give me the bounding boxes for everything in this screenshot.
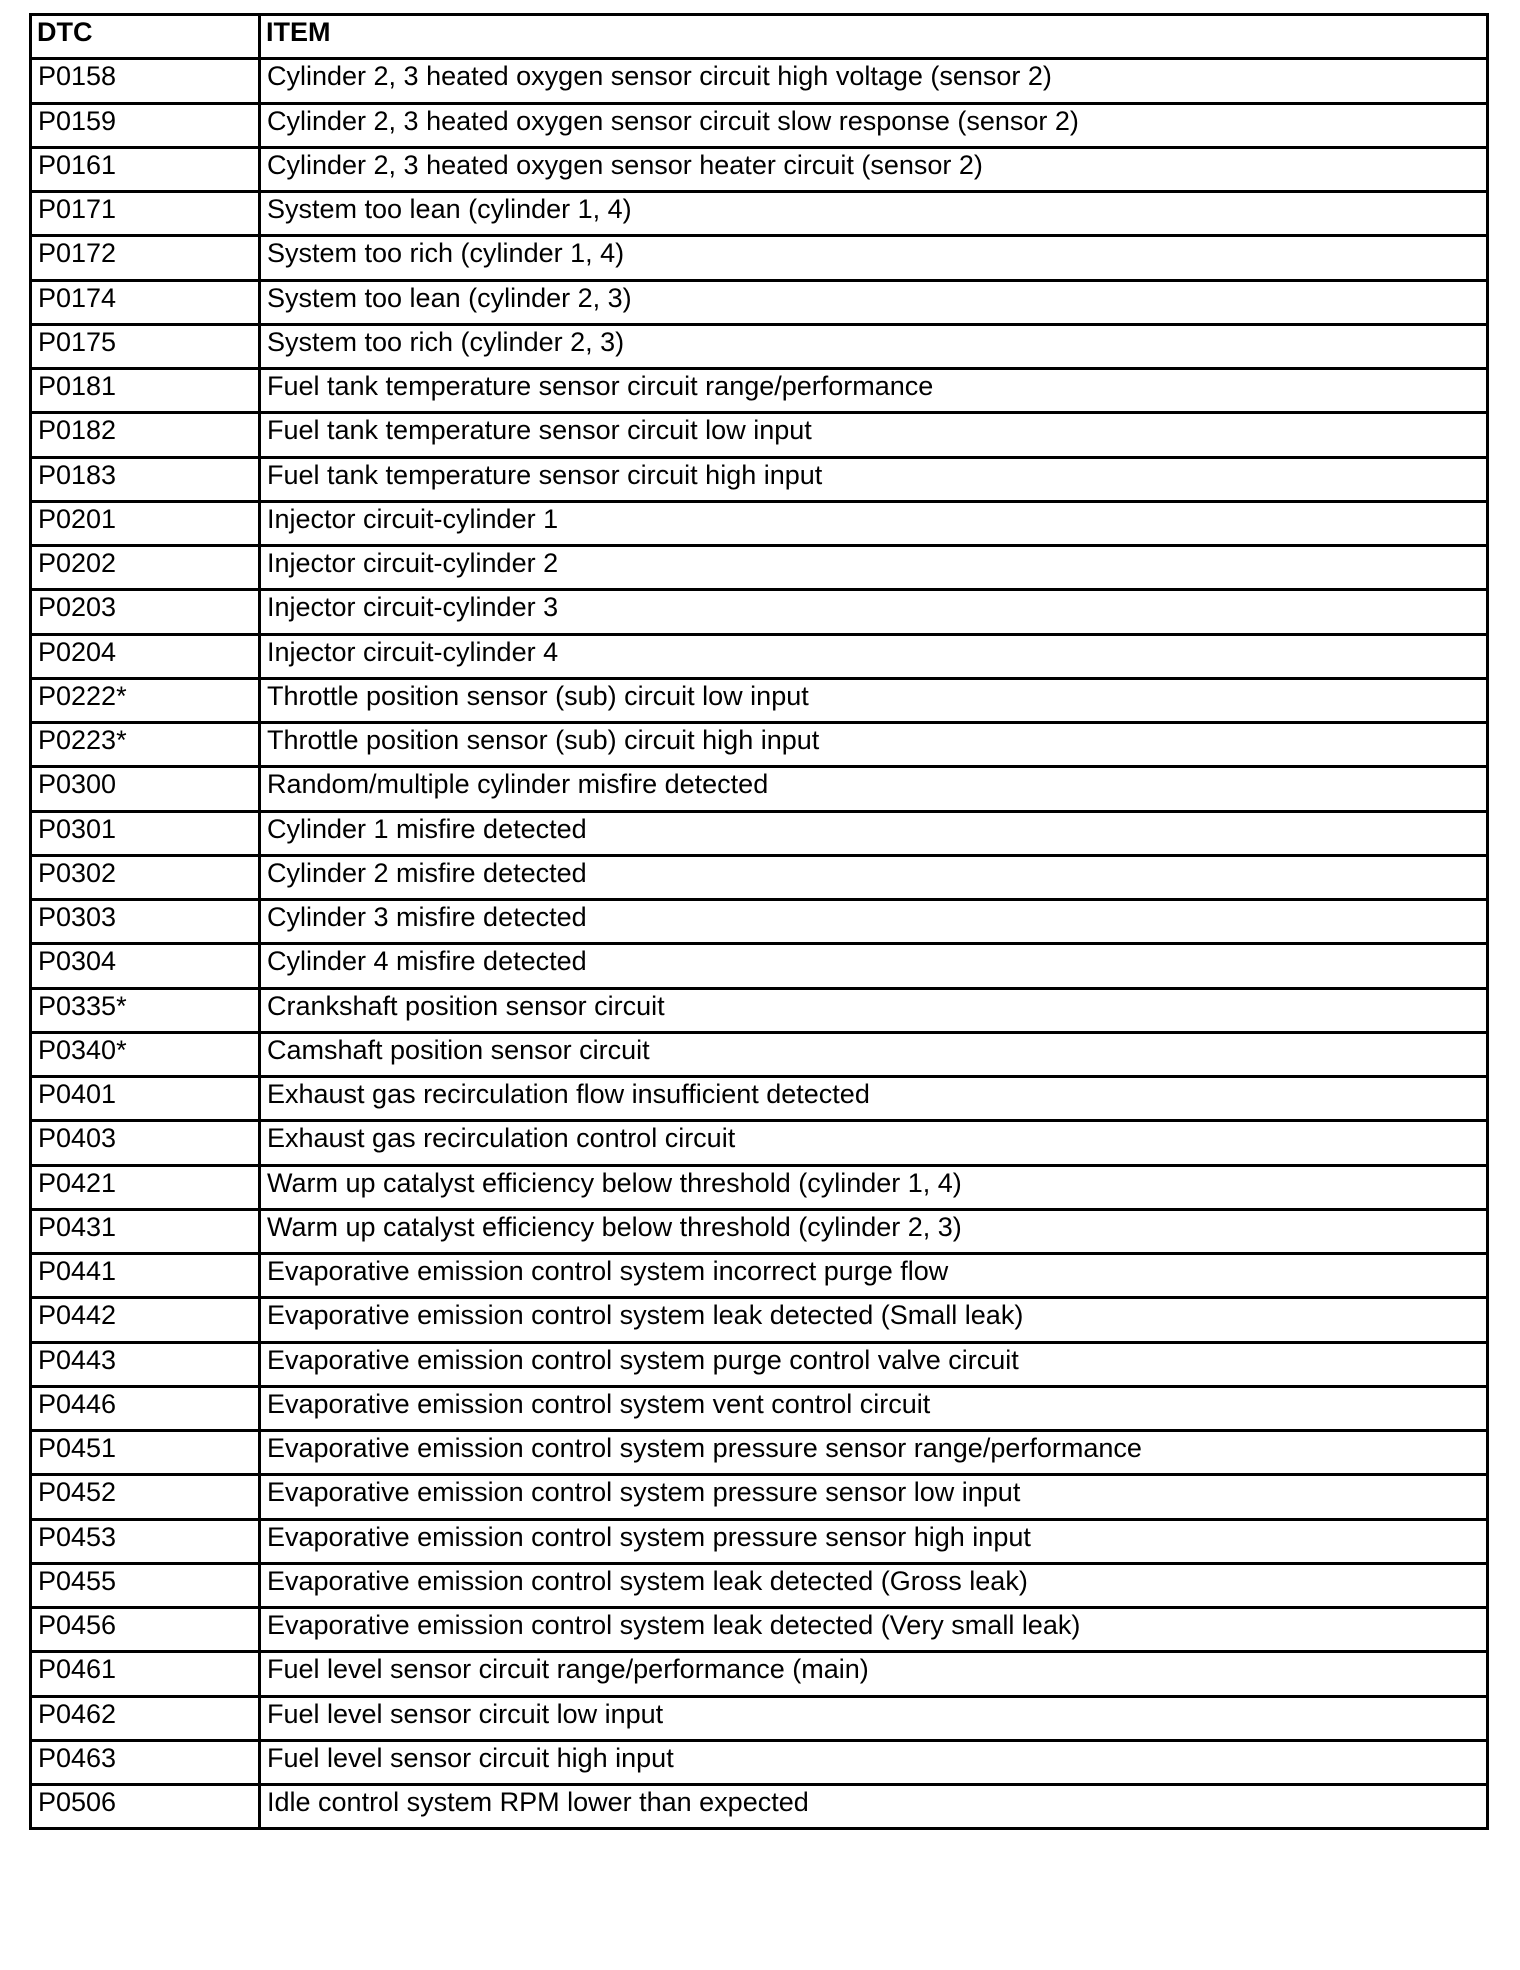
dtc-code-cell: P0182: [31, 413, 260, 457]
dtc-item-cell: Cylinder 2 misfire detected: [260, 855, 1488, 899]
dtc-item-cell: Fuel level sensor circuit range/performance (main): [260, 1652, 1488, 1696]
table-row: [31, 546, 1488, 590]
dtc-item-cell: Evaporative emission control system leak detected (Gross leak): [260, 1563, 1488, 1607]
dtc-code-cell: P0446: [31, 1386, 260, 1430]
table-header: [31, 15, 1488, 59]
dtc-code-cell: P0506: [31, 1785, 260, 1829]
dtc-code-cell: P0302: [31, 855, 260, 899]
dtc-code-cell: P0204: [31, 634, 260, 678]
table-row: [31, 1785, 1488, 1829]
header-row: [31, 15, 1488, 59]
table-row: [31, 944, 1488, 988]
dtc-code-cell: P0461: [31, 1652, 260, 1696]
table-row: [31, 369, 1488, 413]
dtc-code-cell: P0462: [31, 1696, 260, 1740]
dtc-item-cell: System too rich (cylinder 2, 3): [260, 324, 1488, 368]
dtc-code-cell: P0401: [31, 1077, 260, 1121]
table-row: [31, 236, 1488, 280]
dtc-item-cell: Camshaft position sensor circuit: [260, 1032, 1488, 1076]
table-body: [31, 59, 1488, 1829]
dtc-code-cell: P0421: [31, 1165, 260, 1209]
dtc-item-cell: Injector circuit-cylinder 2: [260, 546, 1488, 590]
dtc-code-cell: P0223*: [31, 723, 260, 767]
dtc-item-cell: Random/multiple cylinder misfire detected: [260, 767, 1488, 811]
dtc-code-cell: P0431: [31, 1209, 260, 1253]
dtc-item-cell: Exhaust gas recirculation control circuit: [260, 1121, 1488, 1165]
dtc-code-cell: P0222*: [31, 678, 260, 722]
dtc-code-cell: P0442: [31, 1298, 260, 1342]
dtc-item-cell: Cylinder 1 misfire detected: [260, 811, 1488, 855]
table-row: [31, 1740, 1488, 1784]
dtc-code-cell: P0183: [31, 457, 260, 501]
table-row: [31, 1386, 1488, 1430]
table-row: [31, 634, 1488, 678]
dtc-item-cell: Evaporative emission control system leak detected (Small leak): [260, 1298, 1488, 1342]
table-row: [31, 1209, 1488, 1253]
dtc-item-cell: Exhaust gas recirculation flow insufficient detected: [260, 1077, 1488, 1121]
dtc-item-cell: Fuel tank temperature sensor circuit low input: [260, 413, 1488, 457]
dtc-item-cell: Throttle position sensor (sub) circuit high input: [260, 723, 1488, 767]
dtc-code-cell: P0181: [31, 369, 260, 413]
dtc-item-cell: Evaporative emission control system incorrect purge flow: [260, 1254, 1488, 1298]
dtc-item-cell: Evaporative emission control system purge control valve circuit: [260, 1342, 1488, 1386]
table-row: [31, 1298, 1488, 1342]
table-row: [31, 192, 1488, 236]
dtc-item-cell: Evaporative emission control system vent control circuit: [260, 1386, 1488, 1430]
dtc-item-cell: Evaporative emission control system leak detected (Very small leak): [260, 1608, 1488, 1652]
table-row: [31, 723, 1488, 767]
dtc-item-cell: Evaporative emission control system pressure sensor range/performance: [260, 1431, 1488, 1475]
dtc-code-cell: P0441: [31, 1254, 260, 1298]
dtc-code-cell: P0301: [31, 811, 260, 855]
dtc-code-cell: P0403: [31, 1121, 260, 1165]
table-row: [31, 1165, 1488, 1209]
table-row: [31, 1431, 1488, 1475]
table-row: [31, 457, 1488, 501]
dtc-item-cell: Evaporative emission control system pressure sensor low input: [260, 1475, 1488, 1519]
table-row: [31, 767, 1488, 811]
table-row: [31, 103, 1488, 147]
dtc-item-cell: System too rich (cylinder 1, 4): [260, 236, 1488, 280]
dtc-item-cell: Cylinder 4 misfire detected: [260, 944, 1488, 988]
dtc-code-cell: P0452: [31, 1475, 260, 1519]
dtc-item-cell: Fuel level sensor circuit low input: [260, 1696, 1488, 1740]
header-dtc: DTC: [31, 15, 260, 59]
dtc-code-cell: P0175: [31, 324, 260, 368]
table-row: [31, 147, 1488, 191]
dtc-item-cell: Warm up catalyst efficiency below threshold (cylinder 1, 4): [260, 1165, 1488, 1209]
dtc-code-cell: P0201: [31, 501, 260, 545]
dtc-code-cell: P0453: [31, 1519, 260, 1563]
table-row: [31, 1475, 1488, 1519]
dtc-code-cell: P0335*: [31, 988, 260, 1032]
dtc-item-cell: Crankshaft position sensor circuit: [260, 988, 1488, 1032]
dtc-item-cell: Cylinder 3 misfire detected: [260, 900, 1488, 944]
header-item: ITEM: [260, 15, 1488, 59]
dtc-code-cell: P0158: [31, 59, 260, 103]
dtc-code-cell: P0456: [31, 1608, 260, 1652]
table-row: [31, 1608, 1488, 1652]
table-row: [31, 1121, 1488, 1165]
table-row: [31, 1254, 1488, 1298]
dtc-item-cell: Throttle position sensor (sub) circuit low input: [260, 678, 1488, 722]
table-row: [31, 678, 1488, 722]
table-row: [31, 855, 1488, 899]
table-row: [31, 413, 1488, 457]
dtc-code-cell: P0451: [31, 1431, 260, 1475]
table-row: [31, 324, 1488, 368]
table-row: [31, 1519, 1488, 1563]
dtc-item-cell: Warm up catalyst efficiency below threshold (cylinder 2, 3): [260, 1209, 1488, 1253]
dtc-item-cell: Cylinder 2, 3 heated oxygen sensor heater circuit (sensor 2): [260, 147, 1488, 191]
dtc-code-cell: P0443: [31, 1342, 260, 1386]
dtc-item-cell: Injector circuit-cylinder 1: [260, 501, 1488, 545]
dtc-code-cell: P0171: [31, 192, 260, 236]
table-row: [31, 501, 1488, 545]
dtc-item-cell: System too lean (cylinder 1, 4): [260, 192, 1488, 236]
table-row: [31, 280, 1488, 324]
table-row: [31, 59, 1488, 103]
dtc-item-cell: Fuel level sensor circuit high input: [260, 1740, 1488, 1784]
table-row: [31, 1652, 1488, 1696]
dtc-code-cell: P0202: [31, 546, 260, 590]
dtc-code-cell: P0463: [31, 1740, 260, 1784]
dtc-code-cell: P0300: [31, 767, 260, 811]
table-row: [31, 1342, 1488, 1386]
dtc-code-cell: P0340*: [31, 1032, 260, 1076]
dtc-item-cell: Cylinder 2, 3 heated oxygen sensor circuit slow response (sensor 2): [260, 103, 1488, 147]
table-row: [31, 1032, 1488, 1076]
dtc-item-cell: Idle control system RPM lower than expected: [260, 1785, 1488, 1829]
dtc-code-cell: P0455: [31, 1563, 260, 1607]
dtc-item-cell: Evaporative emission control system pressure sensor high input: [260, 1519, 1488, 1563]
dtc-code-cell: P0172: [31, 236, 260, 280]
dtc-item-cell: Fuel tank temperature sensor circuit range/performance: [260, 369, 1488, 413]
dtc-code-cell: P0303: [31, 900, 260, 944]
dtc-code-cell: P0161: [31, 147, 260, 191]
dtc-item-cell: Cylinder 2, 3 heated oxygen sensor circuit high voltage (sensor 2): [260, 59, 1488, 103]
dtc-table: [29, 13, 1489, 1830]
table-row: [31, 811, 1488, 855]
dtc-item-cell: Injector circuit-cylinder 4: [260, 634, 1488, 678]
table-row: [31, 1696, 1488, 1740]
table-row: [31, 1563, 1488, 1607]
dtc-code-cell: P0174: [31, 280, 260, 324]
dtc-item-cell: Fuel tank temperature sensor circuit high input: [260, 457, 1488, 501]
table-row: [31, 900, 1488, 944]
dtc-code-cell: P0304: [31, 944, 260, 988]
dtc-item-cell: Injector circuit-cylinder 3: [260, 590, 1488, 634]
table-row: [31, 590, 1488, 634]
table-row: [31, 1077, 1488, 1121]
dtc-item-cell: System too lean (cylinder 2, 3): [260, 280, 1488, 324]
dtc-code-cell: P0159: [31, 103, 260, 147]
dtc-code-cell: P0203: [31, 590, 260, 634]
table-row: [31, 988, 1488, 1032]
